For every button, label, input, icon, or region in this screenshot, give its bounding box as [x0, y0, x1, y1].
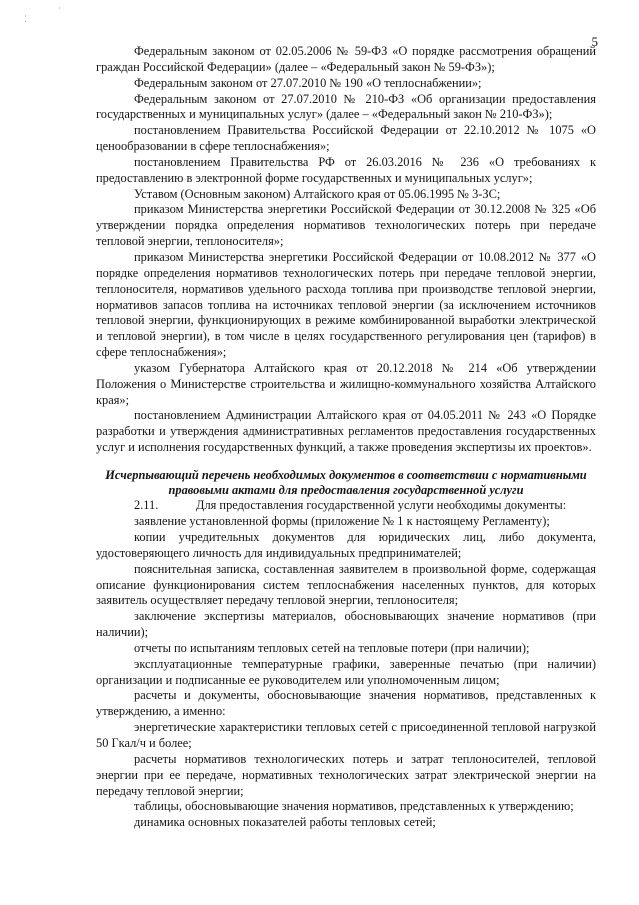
document-item: расчеты и документы, обосновывающие значения нормативов, представленных к утверждению, а именно:	[96, 688, 596, 719]
document-item: отчеты по испытаниям тепловых сетей на тепловые потери (при наличии);	[134, 640, 530, 655]
document-body	[96, 44, 596, 831]
document-item: копии учредительных документов для юридических лиц, либо документа, удостоверяющего личность для индивидуальных предпринимателей;	[96, 530, 596, 560]
page-number: 5	[591, 34, 598, 49]
legal-act-item: постановлением Правительства РФ от 26.03.2016 № 236 «О требованиях к предоставлению в электронной форме государственных и муниципальных услуг»;	[96, 154, 596, 185]
legal-act-item: постановлением Правительства Российской Федерации от 22.10.2012 № 1075 «О ценообразовании в сфере теплоснабжения»;	[96, 123, 596, 154]
legal-act-item: приказом Министерства энергетики Российской Федерации от 30.12.2008 № 325 «Об утверждении порядка определения нормативов технологических потерь при передаче тепловой энергии, теплоносителя»;	[96, 202, 596, 249]
clause-paragraph	[96, 498, 596, 514]
document-item: таблицы, обосновывающие значения нормативов, представленных к утверждению;	[134, 799, 574, 814]
legal-act-item: Федеральным законом от 27.07.2010 № 190 «О теплоснабжении»;	[134, 75, 482, 90]
section-heading: Исчерпывающий перечень необходимых документов в соответствии с нормативными правовыми актами для предоставления государственной услуги	[105, 467, 587, 498]
document-item: заявление установленной формы (приложение № 1 к настоящему Регламенту);	[134, 514, 550, 529]
document-item: энергетические характеристики тепловых сетей с присоединенной тепловой нагрузкой 50 Гкал/ч и более;	[96, 720, 596, 750]
clause-number: 2.11.	[134, 498, 159, 513]
legal-act-item: Федеральным законом от 27.07.2010 № 210-ФЗ «Об организации предоставления государственных и муниципальных услуг» (далее – «Федеральный закон № 210-ФЗ»);	[96, 91, 596, 122]
legal-act-item: постановлением Администрации Алтайского края от 04.05.2011 № 243 «О Порядке разработки и утверждения административных регламентов предоставления государственных услуг и исполнения государственных функций, а также проведения экспертизы их проектов».	[96, 408, 596, 455]
document-item: эксплуатационные температурные графики, заверенные печатью (при наличии) организации и подписанные ее руководителем или уполномоченным лицом;	[96, 656, 596, 687]
legal-act-item: Уставом (Основным законом) Алтайского края от 05.06.1995 № 3-ЗС;	[134, 186, 501, 201]
legal-act-item: приказом Министерства энергетики Российской Федерации от 10.08.2012 № 377 «О порядке определения нормативов технологических потерь при передаче тепловой энергии, теплоносителя, нормативов удельного расхода топлива при производстве тепловой энергии, нормативов запасов топлива на источниках тепловой энергии (за исключением источников тепловой энергии, функционирующих в режиме комбинированной выработки электрической и тепловой энергии), в том числе в целях государственного регулирования цен (тарифов) в сфере теплоснабжения»;	[96, 249, 596, 360]
scan-artifact: ˙	[58, 6, 61, 16]
document-item: пояснительная записка, составленная заявителем в произвольной форме, содержащая описание функционирования систем теплоснабжения населенных пунктов, для которых заявитель осуществляет передачу тепловой энергии, теплоносителя;	[96, 561, 596, 608]
document-item: заключение экспертизы материалов, обосновывающих значение нормативов (при наличии);	[96, 609, 596, 640]
required-documents-list	[96, 514, 596, 831]
legal-acts-list	[96, 44, 596, 456]
clause-text: Для предоставления государственной услуги необходимы документы:	[196, 498, 567, 513]
legal-act-item: указом Губернатора Алтайского края от 20.12.2018 № 214 «Об утверждении Положения о Министерстве строительства и жилищно-коммунального хозяйства Алтайского края»;	[96, 360, 596, 407]
document-item: динамика основных показателей работы тепловых сетей;	[134, 815, 436, 830]
document-item: расчеты нормативов технологических потерь и затрат теплоносителей, тепловой энергии при ее передаче, нормативных технологических затрат электрической энергии на передачу тепловой энергии;	[96, 751, 596, 798]
scan-artifact: ⁚	[24, 14, 27, 24]
legal-act-item: Федеральным законом от 02.05.2006 № 59-ФЗ «О порядке рассмотрения обращений граждан Российской Федерации» (далее – «Федеральный закон № 59-ФЗ»);	[96, 44, 596, 74]
